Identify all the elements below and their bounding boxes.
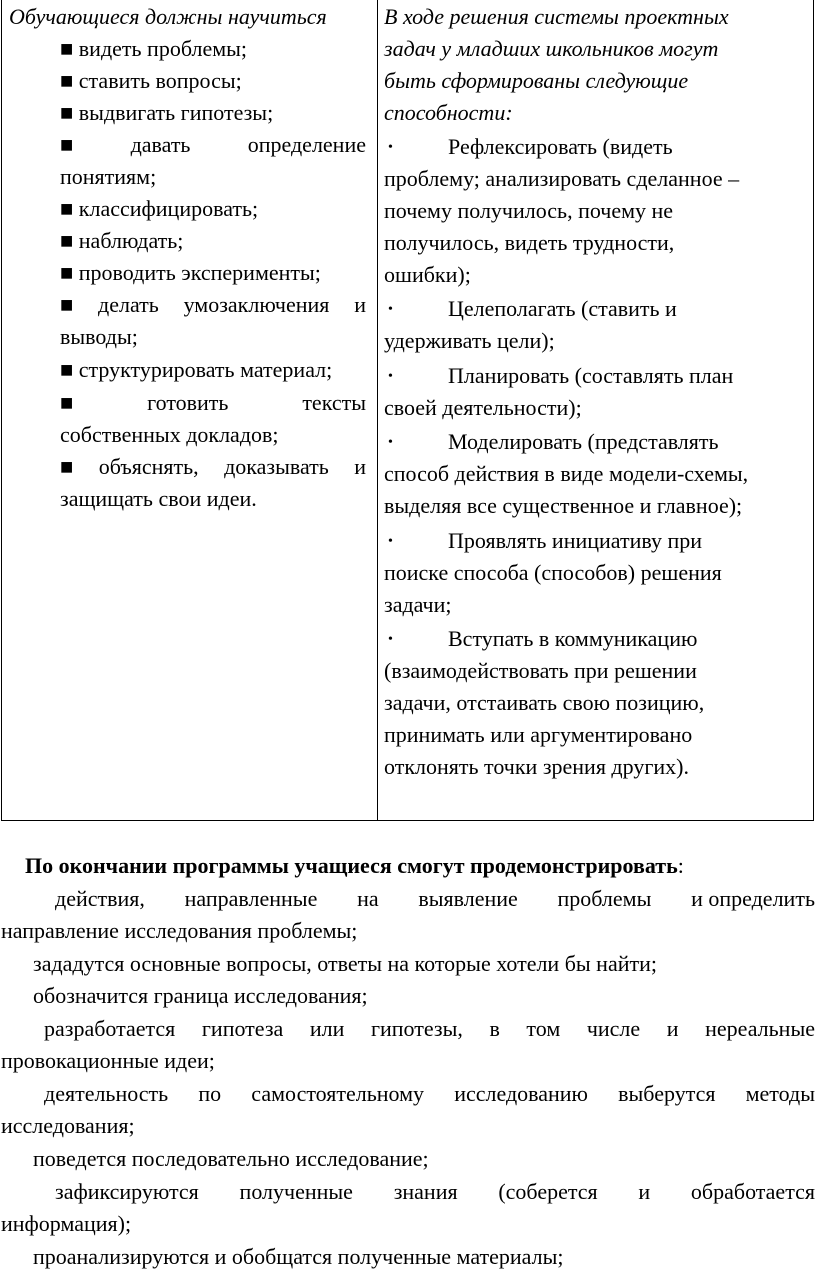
skill-item: ■ видеть проблемы; bbox=[60, 36, 248, 61]
ability-item-continued: способ действия в виде модели-схемы, bbox=[384, 461, 749, 486]
ability-item-continued: поиске способа (способов) решения bbox=[384, 560, 722, 585]
outcome-line-continued: направление исследования проблемы; bbox=[1, 918, 358, 943]
right-column-header: задач у младших школьников могут bbox=[384, 36, 719, 61]
skill-item: ■ давать определение bbox=[60, 132, 366, 157]
outcome-line-continued: информация); bbox=[1, 1211, 132, 1236]
bullet-dot-icon: • bbox=[388, 632, 393, 647]
skill-item: ■ наблюдать; bbox=[60, 228, 184, 253]
ability-item: Моделировать (представлять bbox=[448, 429, 719, 454]
skill-item-continued: выводы; bbox=[60, 324, 138, 349]
skill-item-continued: собственных докладов; bbox=[60, 422, 279, 447]
ability-item-continued: почему получилось, почему не bbox=[384, 198, 674, 223]
skill-item: ■ структурировать материал; bbox=[60, 357, 333, 382]
outcome-line: зададутся основные вопросы, ответы на которые хотели бы найти; bbox=[33, 951, 657, 976]
ability-item-continued: ошибки); bbox=[384, 262, 471, 287]
ability-item-continued: выделяя все существенное и главное); bbox=[384, 493, 743, 518]
right-column-header: способности: bbox=[384, 100, 513, 125]
left-column-header: Обучающиеся должны научиться bbox=[9, 4, 327, 29]
outcome-line: проанализируются и обобщатся полученные материалы; bbox=[33, 1244, 564, 1269]
ability-item: Планировать (составлять план bbox=[448, 363, 734, 388]
ability-item-continued: принимать или аргументировано bbox=[384, 722, 693, 747]
skill-item: ■ проводить эксперименты; bbox=[60, 260, 321, 285]
bullet-dot-icon: • bbox=[388, 369, 393, 384]
skill-item: ■ выдвигать гипотезы; bbox=[60, 100, 274, 125]
ability-item-continued: получилось, видеть трудности, bbox=[384, 230, 675, 255]
outcome-line: зафиксируются полученные знания (соберется и обработается bbox=[55, 1179, 815, 1204]
skill-item: ■ делать умозаключения и bbox=[60, 292, 366, 317]
ability-item-continued: проблему; анализировать сделанное – bbox=[384, 166, 740, 191]
ability-item-continued: задачи, отстаивать свою позицию, bbox=[384, 690, 705, 715]
outcome-line: поведется последовательно исследование; bbox=[33, 1146, 429, 1171]
ability-item-continued: своей деятельности); bbox=[384, 395, 582, 420]
ability-item-continued: удерживать цели); bbox=[384, 328, 555, 353]
ability-item-continued: задачи; bbox=[384, 592, 452, 617]
bullet-dot-icon: • bbox=[388, 140, 393, 155]
ability-item-continued: (взаимодействовать при решении bbox=[384, 658, 697, 683]
outcome-line: разработается гипотеза или гипотезы, в том числе и нереальные bbox=[44, 1016, 815, 1041]
skill-item-continued: понятиям; bbox=[60, 164, 157, 189]
ability-item: Проявлять инициативу при bbox=[448, 528, 703, 553]
skill-item: ■ классифицировать; bbox=[60, 196, 259, 221]
outcome-line: деятельность по самостоятельному исследованию выберутся методы bbox=[44, 1081, 815, 1106]
bullet-dot-icon: • bbox=[388, 534, 393, 549]
skill-item-continued: защищать свои идеи. bbox=[60, 486, 257, 511]
ability-item: Рефлексировать (видеть bbox=[448, 134, 673, 159]
outcome-line: действия, направленные на выявление проблемы и определить bbox=[55, 886, 815, 911]
outcome-line: обозначится граница исследования; bbox=[33, 983, 368, 1008]
bullet-dot-icon: • bbox=[388, 435, 393, 450]
ability-item: Вступать в коммуникацию bbox=[448, 626, 698, 651]
skill-item: ■ ставить вопросы; bbox=[60, 68, 242, 93]
outcomes-heading: По окончании программы учащиеся смогут продемонстрировать: bbox=[25, 853, 684, 878]
skill-item: ■ объяснять, доказывать и bbox=[60, 454, 366, 479]
outcome-line-continued: исследования; bbox=[1, 1113, 135, 1138]
right-column-header: В ходе решения системы проектных bbox=[384, 4, 729, 29]
skill-item: ■ готовить тексты bbox=[60, 390, 366, 415]
outcome-line-continued: провокационные идеи; bbox=[1, 1048, 215, 1073]
ability-item: Целеполагать (ставить и bbox=[448, 296, 677, 321]
column-divider bbox=[377, 0, 378, 820]
ability-item-continued: отклонять точки зрения других). bbox=[384, 754, 689, 779]
bullet-dot-icon: • bbox=[388, 302, 393, 317]
right-column-header: быть сформированы следующие bbox=[384, 68, 689, 93]
